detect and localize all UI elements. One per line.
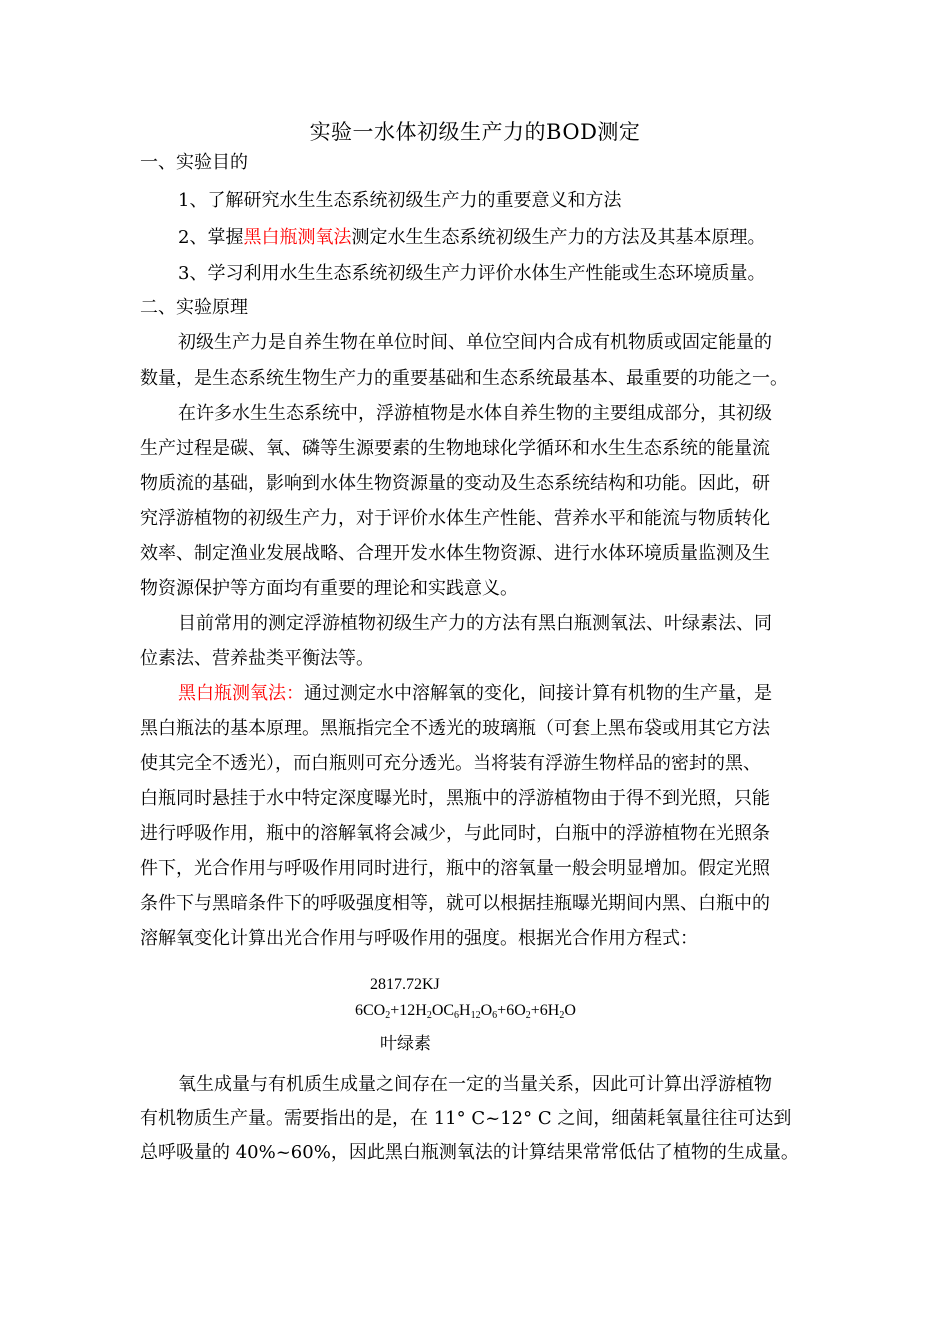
- method-highlight: 黑白瓶测氧法: [243, 227, 352, 248]
- paragraph-line: 进行呼吸作用，瓶中的溶解氧将会减少，与此同时，白瓶中的浮游植物在光照条: [140, 823, 770, 844]
- paragraph-line: 黑白瓶法的基本原理。黑瓶指完全不透光的玻璃瓶（可套上黑布袋或用其它方法: [140, 718, 770, 739]
- paragraph-line: 总呼吸量的 40%~60%，因此黑白瓶测氧法的计算结果常常低估了植物的生成量。: [140, 1142, 799, 1163]
- equation-energy: 2817.72KJ: [370, 976, 440, 993]
- paragraph-line: 有机物质生产量。需要指出的是，在 11° C~12° C 之间，细菌耗氧量往往可达到: [140, 1108, 792, 1129]
- paragraph-line: 在许多水生生态系统中，浮游植物是水体自养生物的主要组成部分，其初级: [178, 403, 772, 424]
- section-heading: 一、实验目的: [140, 152, 248, 173]
- paragraph-line: 使其完全不透光），而白瓶则可充分透光。当将装有浮游生物样品的密封的黑、: [140, 753, 761, 774]
- paragraph-line: 氧生成量与有机质生成量之间存在一定的当量关系，因此可计算出浮游植物: [178, 1074, 772, 1095]
- document-title: 实验一水体初级生产力的BOD测定: [309, 120, 641, 144]
- objective-item-1: 1、了解研究水生生态系统初级生产力的重要意义和方法: [178, 190, 622, 211]
- paragraph-line: 件下，光合作用与呼吸作用同时进行，瓶中的溶氧量一般会明显增加。假定光照: [140, 858, 770, 879]
- method-highlight: 黑白瓶测氧法：: [178, 683, 304, 704]
- paragraph-line: 究浮游植物的初级生产力，对于评价水体生产性能、营养水平和能流与物质转化: [140, 508, 770, 529]
- paragraph-line: 白瓶同时悬挂于水中特定深度曝光时，黑瓶中的浮游植物由于得不到光照，只能: [140, 788, 770, 809]
- objective-suffix: 测定水生生态系统初级生产力的方法及其基本原理。: [351, 227, 766, 248]
- section-heading: 二、实验原理: [140, 297, 248, 318]
- paragraph-line: 生产过程是碳、氧、磷等生源要素的生物地球化学循环和水生生态系统的能量流: [140, 438, 770, 459]
- paragraph-line: 条件下与黑暗条件下的呼吸强度相等，就可以根据挂瓶曝光期间内黑、白瓶中的: [140, 893, 770, 914]
- paragraph-line: 效率、制定渔业发展战略、合理开发水体生物资源、进行水体环境质量监测及生: [140, 543, 770, 564]
- objective-item-2: [178, 226, 765, 250]
- paragraph-line: 位素法、营养盐类平衡法等。: [140, 648, 374, 669]
- paragraph-line: 初级生产力是自养生物在单位时间、单位空间内合成有机物质或固定能量的: [178, 332, 772, 353]
- paragraph-line: 目前常用的测定浮游植物初级生产力的方法有黑白瓶测氧法、叶绿素法、同: [178, 613, 772, 634]
- objective-prefix: 2、掌握: [178, 227, 244, 248]
- paragraph-line: 物资源保护等方面均有重要的理论和实践意义。: [140, 578, 518, 599]
- paragraph-line: 数量，是生态系统生物生产力的重要基础和生态系统最基本、最重要的功能之一。: [140, 368, 788, 389]
- photosynthesis-equation: $6CO_2+12H_2OC_6H_{12}O_6+6O_2+6H_2O$: [355, 1002, 576, 1021]
- paragraph-text: 通过测定水中溶解氧的变化，间接计算有机物的生产量，是: [304, 683, 772, 704]
- objective-item-3: 3、学习利用水生生态系统初级生产力评价水体生产性能或生态环境质量。: [178, 263, 766, 284]
- paragraph-line: 溶解氧变化计算出光合作用与呼吸作用的强度。根据光合作用方程式：: [140, 928, 698, 949]
- equation-catalyst: 叶绿素: [380, 1034, 431, 1054]
- paragraph-line: [178, 682, 772, 706]
- paragraph-line: 物质流的基础，影响到水体生物资源量的变动及生态系统结构和功能。因此，研: [140, 473, 770, 494]
